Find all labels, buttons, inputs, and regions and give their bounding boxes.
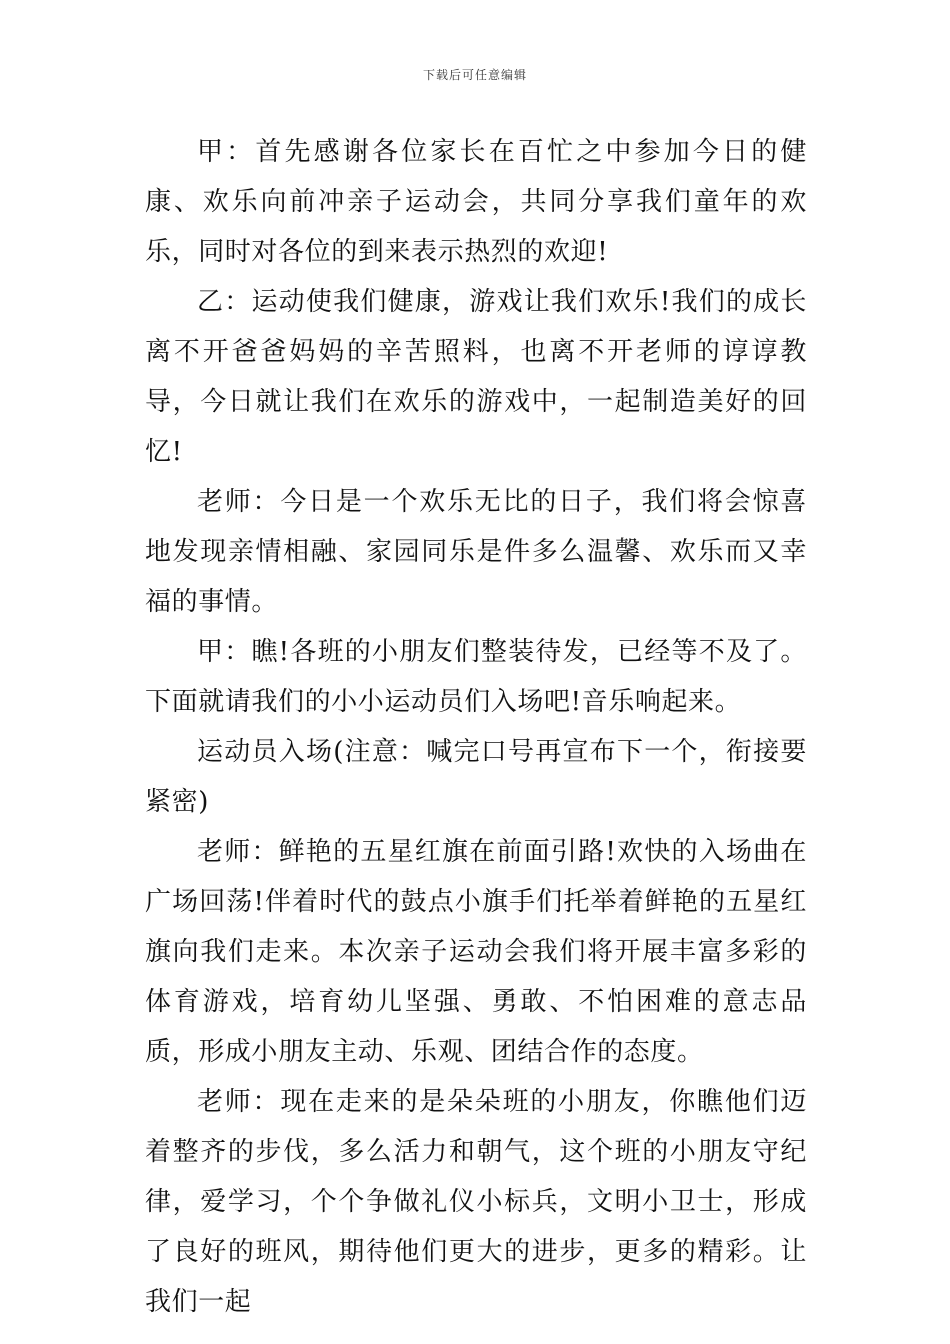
body-text: [145, 127, 807, 1327]
paragraph-teacher-flag: 老师：鲜艳的五星红旗在前面引路!欢快的入场曲在广场回荡!伴着时代的鼓点小旗手们托举着鲜艳的五星红旗向我们走来。本次亲子运动会我们将开展丰富多彩的体育游戏，培育幼儿坚强、勇敢、不怕困难的意志品质，形成小朋友主动、乐观、团结合作的态度。: [145, 837, 807, 1067]
paragraph-yi-sports: 乙：运动使我们健康，游戏让我们欢乐!我们的成长离不开爸爸妈妈的辛苦照料，也离不开老师的谆谆教导，今日就让我们在欢乐的游戏中，一起制造美好的回忆!: [145, 287, 807, 467]
paragraph-teacher-happy-day: 老师：今日是一个欢乐无比的日子，我们将会惊喜地发现亲情相融、家园同乐是件多么温馨、欢乐而又幸福的事情。: [145, 487, 807, 617]
paragraph-jia-welcome: 甲：首先感谢各位家长在百忙之中参加今日的健康、欢乐向前冲亲子运动会，共同分享我们童年的欢乐，同时对各位的到来表示热烈的欢迎!: [145, 137, 807, 267]
paragraph-jia-entrance: 甲：瞧!各班的小朋友们整装待发，已经等不及了。下面就请我们的小小运动员们入场吧!音乐响起来。: [145, 637, 807, 717]
paragraph-athletes-entrance: 运动员入场(注意：喊完口号再宣布下一个，衔接要紧密): [145, 737, 807, 817]
paragraph-teacher-duoduo-class: 老师：现在走来的是朵朵班的小朋友，你瞧他们迈着整齐的步伐，多么活力和朝气，这个班的小朋友守纪律，爱学习，个个争做礼仪小标兵，文明小卫士，形成了良好的班风，期待他们更大的进步，更多的精彩。让我们一起: [145, 1087, 807, 1317]
header-note: 下载后可任意编辑: [422, 68, 527, 82]
